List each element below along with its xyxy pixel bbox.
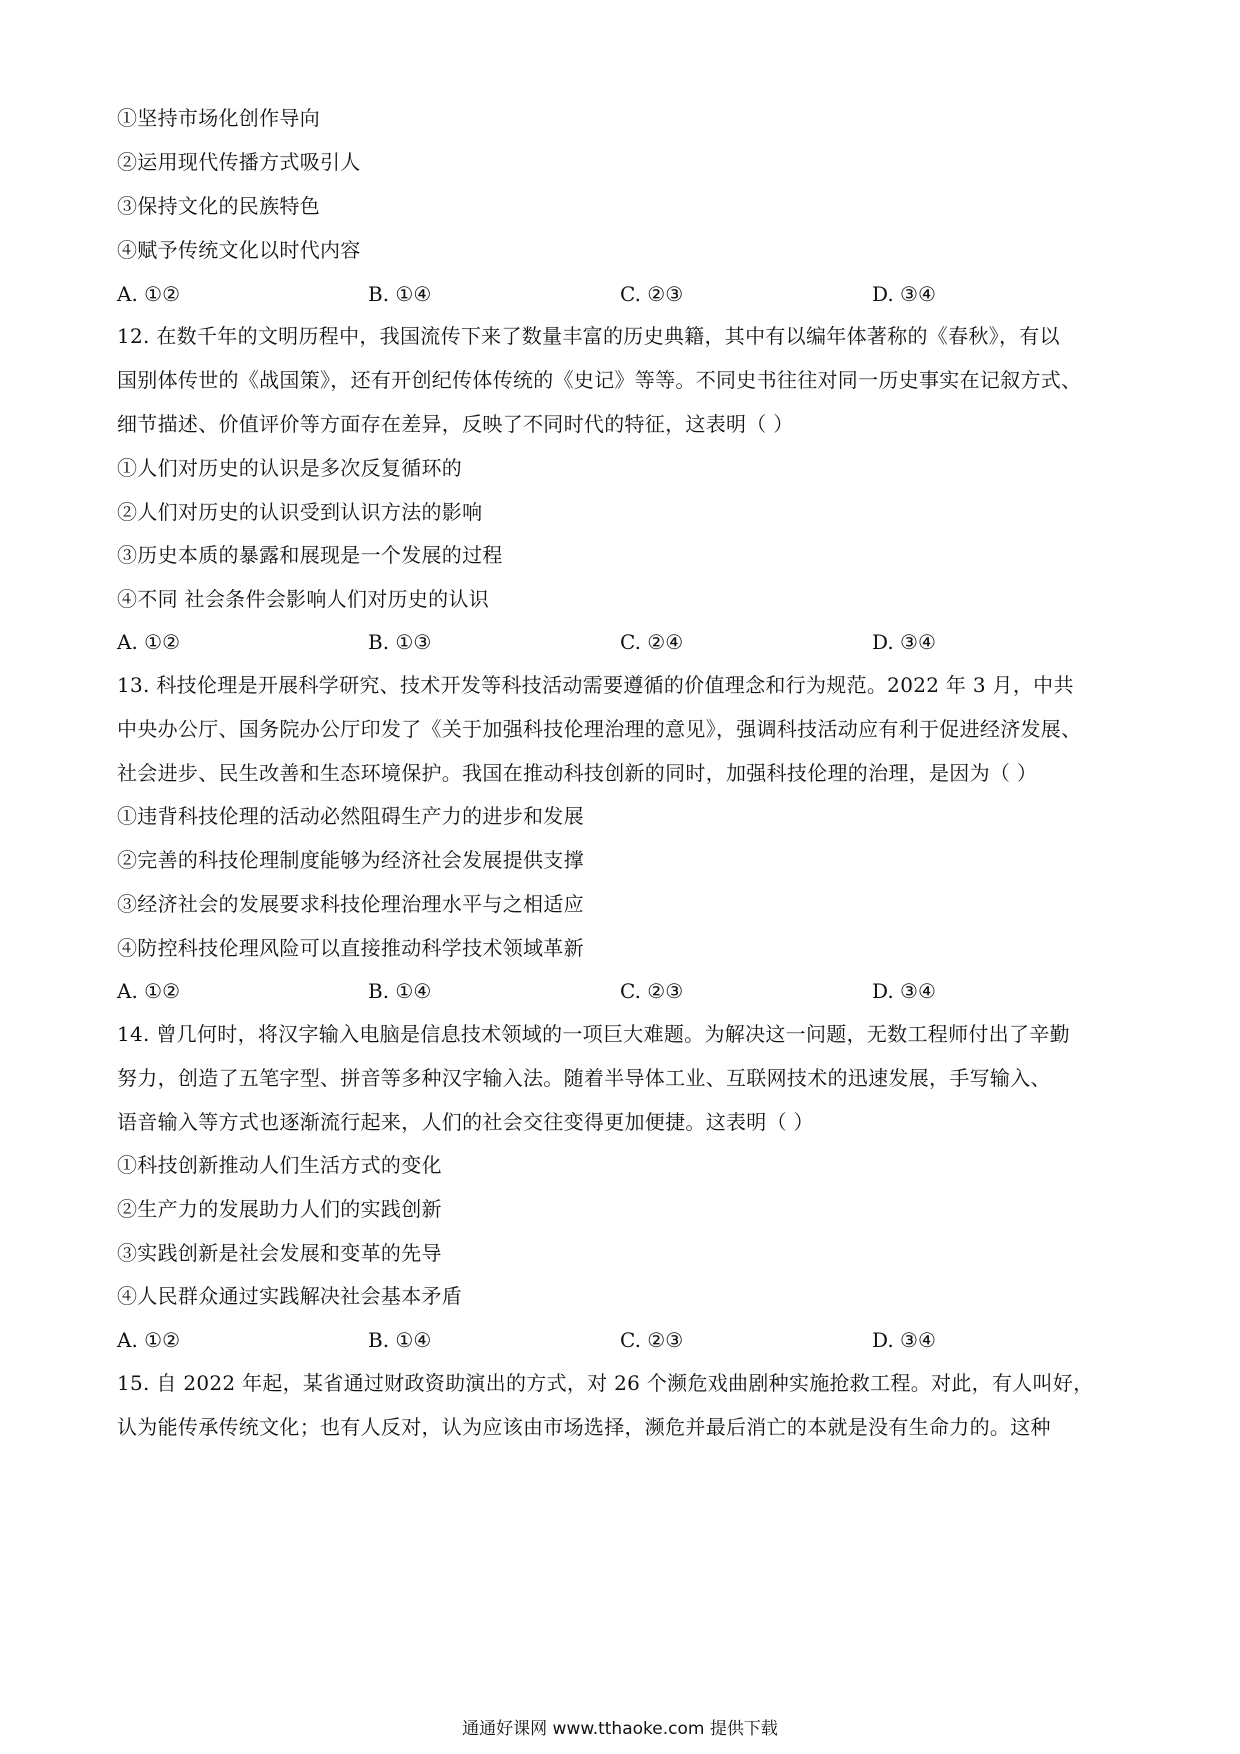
q11-statement-3: ③保持文化的民族特色: [117, 194, 320, 218]
q11-statement-2: ②运用现代传播方式吸引人: [117, 150, 361, 174]
q13-stem-line-1: 13. 科技伦理是开展科学研究、技术开发等科技活动需要遵循的价值理念和行为规范。2022 年 3 月，中共: [117, 673, 1074, 697]
q14-statement-2: ②生产力的发展助力人们的实践创新: [117, 1197, 442, 1221]
q12-option-b: B. ①③: [368, 630, 432, 654]
q13-statement-1: ①违背科技伦理的活动必然阻碍生产力的进步和发展: [117, 804, 584, 828]
q12-statement-3: ③历史本质的暴露和展现是一个发展的过程: [117, 543, 503, 567]
q15-stem-line-2: 认为能传承传统文化；也有人反对，认为应该由市场选择，濒危并最后消亡的本就是没有生命力的。这种: [117, 1415, 1051, 1439]
q14-statement-3: ③实践创新是社会发展和变革的先导: [117, 1241, 442, 1265]
q12-option-d: D. ③④: [872, 630, 936, 654]
q13-option-b: B. ①④: [368, 979, 432, 1003]
q11-option-d: D. ③④: [872, 282, 936, 306]
q14-stem-line-1: 14. 曾几何时，将汉字输入电脑是信息技术领域的一项巨大难题。为解决这一问题，无数工程师付出了辛勤: [117, 1022, 1070, 1046]
q12-option-c: C. ②④: [620, 630, 684, 654]
q12-statement-2: ②人们对历史的认识受到认识方法的影响: [117, 500, 483, 524]
q11-statement-1: ①坚持市场化创作导向: [117, 106, 320, 130]
q14-option-c: C. ②③: [620, 1328, 684, 1352]
q14-option-d: D. ③④: [872, 1328, 936, 1352]
q13-stem-line-3: 社会进步、民生改善和生态环境保护。我国在推动科技创新的同时，加强科技伦理的治理，是因为（ ）: [117, 761, 1038, 785]
q12-statement-4: ④不同 社会条件会影响人们对历史的认识: [117, 587, 490, 611]
q14-stem-line-3: 语音输入等方式也逐渐流行起来，人们的社会交往变得更加便捷。这表明（ ）: [117, 1110, 814, 1134]
q14-statement-4: ④人民群众通过实践解决社会基本矛盾: [117, 1284, 463, 1308]
q13-statement-2: ②完善的科技伦理制度能够为经济社会发展提供支撑: [117, 848, 584, 872]
q11-option-c: C. ②③: [620, 282, 684, 306]
q14-stem-line-2: 努力，创造了五笔字型、拼音等多种汉字输入法。随着半导体工业、互联网技术的迅速发展，手写输入、: [117, 1066, 1051, 1090]
q13-option-a: A. ①②: [117, 979, 181, 1003]
q13-option-c: C. ②③: [620, 979, 684, 1003]
q11-option-b: B. ①④: [368, 282, 432, 306]
q14-statement-1: ①科技创新推动人们生活方式的变化: [117, 1153, 442, 1177]
q12-stem-line-1: 12. 在数千年的文明历程中，我国流传下来了数量丰富的历史典籍，其中有以编年体著称的《春秋》，有以: [117, 324, 1060, 348]
q12-stem-line-3: 细节描述、价值评价等方面存在差异，反映了不同时代的特征，这表明（ ）: [117, 412, 794, 436]
page-footer: 通通好课网 www.tthaoke.com 提供下载: [462, 1719, 778, 1739]
q15-stem-line-1: 15. 自 2022 年起，某省通过财政资助演出的方式，对 26 个濒危戏曲剧种实施抢救工程。对此，有人叫好，: [117, 1371, 1094, 1395]
q13-stem-line-2: 中央办公厅、国务院办公厅印发了《关于加强科技伦理治理的意见》，强调科技活动应有利于促进经济发展、: [117, 717, 1082, 741]
q12-stem-line-2: 国别体传世的《战国策》，还有开创纪传体传统的《史记》等等。不同史书往往对同一历史事实在记叙方式、: [117, 368, 1082, 392]
q11-statement-4: ④赋予传统文化以时代内容: [117, 238, 361, 262]
q14-option-a: A. ①②: [117, 1328, 181, 1352]
q12-statement-1: ①人们对历史的认识是多次反复循环的: [117, 456, 463, 480]
q13-statement-3: ③经济社会的发展要求科技伦理治理水平与之相适应: [117, 892, 584, 916]
q13-option-d: D. ③④: [872, 979, 936, 1003]
q11-option-a: A. ①②: [117, 282, 181, 306]
q13-statement-4: ④防控科技伦理风险可以直接推动科学技术领域革新: [117, 936, 584, 960]
q12-option-a: A. ①②: [117, 630, 181, 654]
q14-option-b: B. ①④: [368, 1328, 432, 1352]
